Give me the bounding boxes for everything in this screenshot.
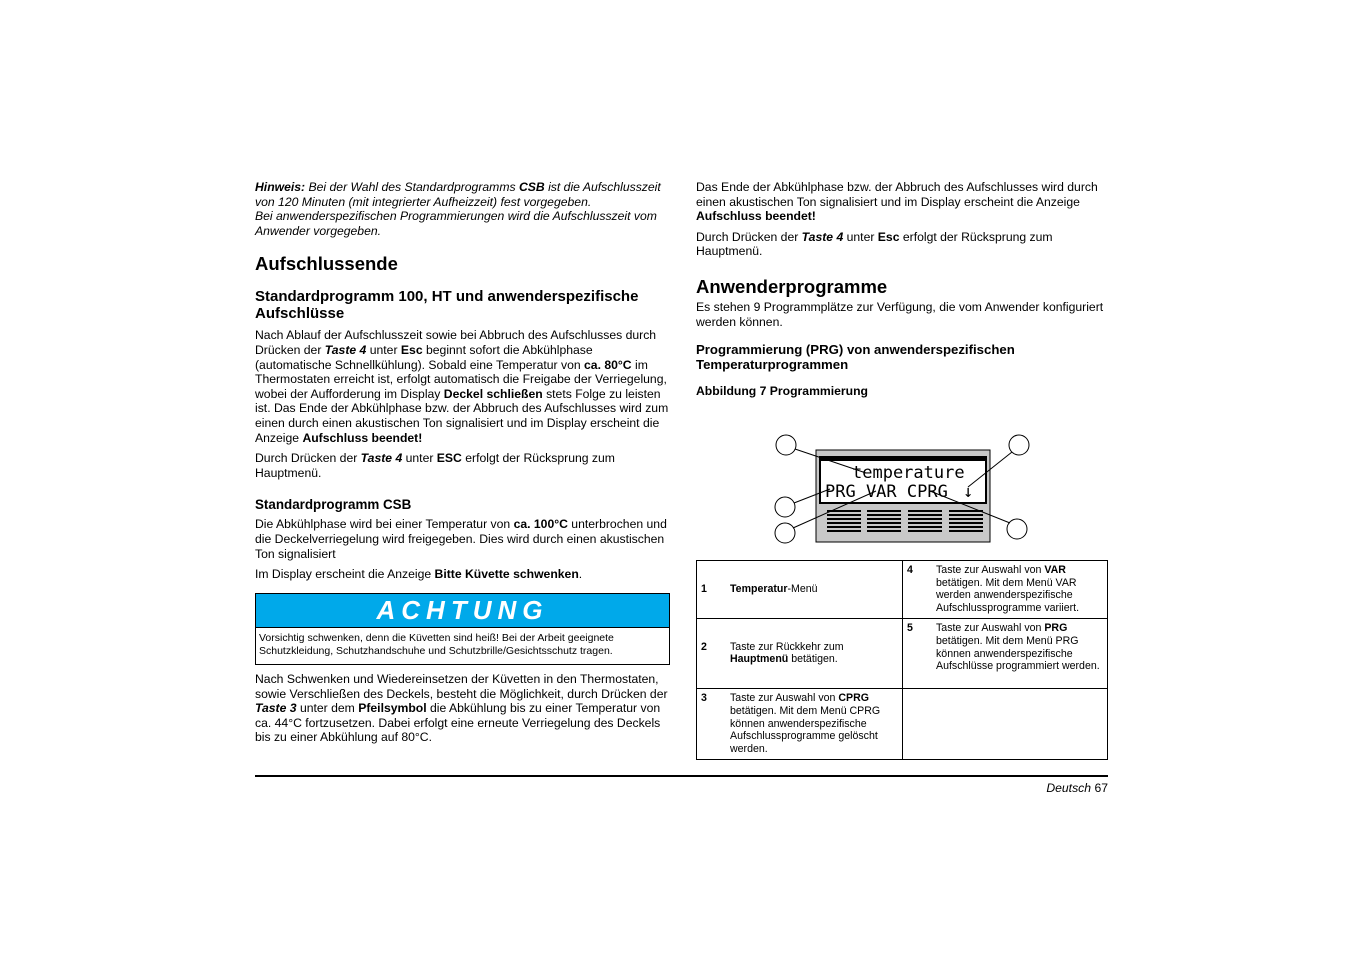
table-cell: 2 Taste zur Rückkehr zum Hauptmenü betätigen. xyxy=(697,618,903,688)
paragraph: Nach Schwenken und Wiedereinsetzen der Küvetten in den Thermostaten, sowie Verschließen des Deckels, besteht die Möglichkeit, durch Drücken der Taste 3 unter dem Pfeilsymbol die Abkühlung bis zu einer Temperatur von ca. 44°C fortzusetzen. Dabei erfolgt eine erneute Verriegelung des Deckels bis zu einer Abkühlung auf 80°C. xyxy=(255,672,668,745)
lcd-line-1: temperature xyxy=(852,462,965,483)
paragraph: Durch Drücken der Taste 4 unter ESC erfolgt der Rücksprung zum Hauptmenü. xyxy=(255,451,615,480)
page-number: 67 xyxy=(1094,781,1108,795)
footer-rule xyxy=(255,775,1108,777)
hint-text: Bei der Wahl des Standardprogramms xyxy=(305,180,519,194)
warning-box xyxy=(255,593,670,665)
heading-standardprogramm-100: Standardprogramm 100, HT und anwenderspezifische Aufschlüsse xyxy=(255,288,639,322)
callout-3 xyxy=(775,523,795,543)
paragraph: Im Display erscheint die Anzeige Bitte Küvette schwenken. xyxy=(255,567,583,582)
table-row xyxy=(697,688,1108,759)
paragraph: Nach Ablauf der Aufschlusszeit sowie bei Abbruch des Aufschlusses durch Drücken der Taste 4 unter Esc beginnt sofort die Abkühlphase (automatische Schnellkühlung). Sobald eine Temperatur von ca. 80°C im Thermostaten erreicht ist, erfolgt automatisch die Freigabe der Verriegelung, wobei der Aufforderung im Display Deckel schließen stets Folge zu leisten ist. Das Ende der Abkühlphase bzw. der Abbruch des Aufschlusses wird zum einen durch einen akustischen Ton signalisiert und im Display erscheint die Anzeige Aufschluss beendet! xyxy=(255,328,669,445)
figure-display xyxy=(696,425,1108,545)
table-cell-empty xyxy=(903,688,1108,759)
heading-programmierung: Programmierung (PRG) von anwenderspezifischen Temperaturprogrammen xyxy=(696,342,1015,373)
heading-anwenderprogramme: Anwenderprogramme xyxy=(696,275,888,297)
heading-standardprogramm-csb: Standardprogramm CSB xyxy=(255,497,412,513)
warning-title: ACHTUNG xyxy=(256,594,669,628)
figure-caption: Abbildung 7 Programmierung xyxy=(696,384,868,399)
right-column xyxy=(696,180,1110,760)
hint-text: ist die Aufschlusszeit von 120 Minuten (mit integrierter Aufheizzeit) fest vorgegeben. xyxy=(255,180,661,209)
hint-label: Hinweis: xyxy=(255,180,306,194)
callout-5 xyxy=(1007,519,1027,539)
display-illustration xyxy=(696,425,1108,545)
key-table xyxy=(696,560,1108,760)
lcd-arrow: ↓ xyxy=(963,481,974,502)
table-row xyxy=(697,560,1108,618)
table-cell: 1 Temperatur-Menü xyxy=(697,560,903,618)
paragraph: Das Ende der Abkühlphase bzw. der Abbruch des Aufschlusses wird durch einen akustischen Ton signalisiert und im Display erscheint die Anzeige Aufschluss beendet! xyxy=(696,180,1098,224)
hint-note xyxy=(255,180,671,238)
footer-language: Deutsch xyxy=(1046,781,1092,795)
callout-1 xyxy=(776,435,796,455)
table-row xyxy=(697,618,1108,688)
table-cell: 4 Taste zur Auswahl von VAR betätigen. Mit dem Menü VAR werden anwenderspezifische Aufschlussprogramme variiert. xyxy=(903,560,1108,618)
table-cell: 5 Taste zur Auswahl von PRG betätigen. Mit dem Menü PRG können anwenderspezifische Aufschlüsse programmiert werden. xyxy=(903,618,1108,688)
paragraph: Die Abkühlphase wird bei einer Temperatur von ca. 100°C unterbrochen und die Deckelverriegelung wird freigegeben. Dies wird durch einen akustischen Ton signalisiert xyxy=(255,517,667,561)
left-column xyxy=(255,180,671,745)
paragraph: Durch Drücken der Taste 4 unter Esc erfolgt der Rücksprung zum Hauptmenü. xyxy=(696,229,1053,259)
hint-bold: CSB xyxy=(518,180,545,194)
paragraph: Es stehen 9 Programmplätze zur Verfügung, die vom Anwender konfiguriert werden können. xyxy=(696,299,1104,329)
hint-text: Bei anwenderspezifischen Programmierungen wird die Aufschlusszeit vom Anwender vorgegeben. xyxy=(255,209,657,238)
heading-aufschlussende: Aufschlussende xyxy=(255,253,398,275)
page-footer xyxy=(1046,781,1108,796)
lcd-line-2: PRG VAR CPRG xyxy=(825,481,948,502)
table-cell: 3 Taste zur Auswahl von CPRG betätigen. Mit dem Menü CPRG können anwenderspezifische Aufschlussprogramme gelöscht werden. xyxy=(697,688,903,759)
callout-2 xyxy=(775,497,795,517)
warning-text: Vorsichtig schwenken, denn die Küvetten sind heiß! Bei der Arbeit geeignete Schutzkleidung, Schutzhandschuhe und Schutzbrille/Gesichtsschutz tragen. xyxy=(259,631,614,657)
